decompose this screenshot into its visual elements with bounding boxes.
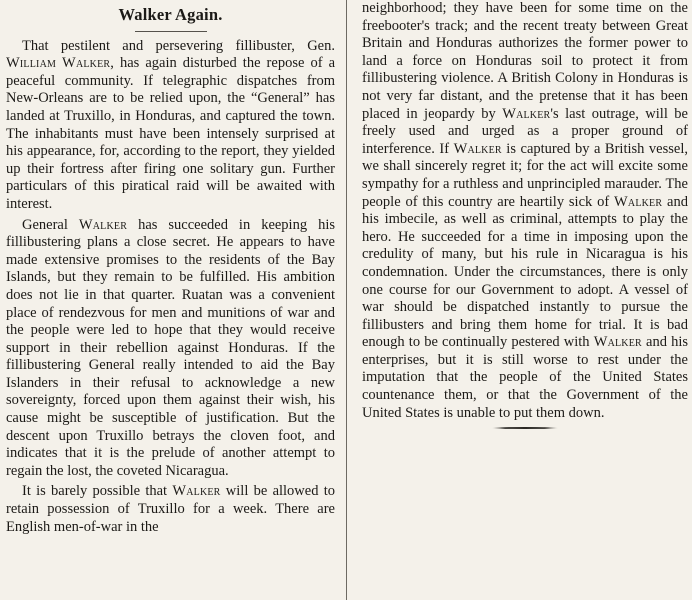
paragraph-text: will be allowed to retain possession of Truxillo for a week. There are English men-of-war in the [6,483,336,535]
left-column [6,0,335,539]
article-paragraph [6,38,335,214]
paragraph-text: 's last outrage, will be freely used and urged as a proper ground of interference. If [362,105,688,157]
column-divider [346,0,347,600]
name-small-caps: Walker [502,105,551,122]
right-column [362,0,688,429]
name-small-caps: William Walker [6,55,111,72]
paragraph-text: It is barely possible that [22,483,173,500]
paragraph-text: , has again disturbed the repose of a peaceful community. If telegraphic dispatches from New-Orleans are to be relied upon, the “General” has landed at Truxillo, in Honduras, and captured the town. The inhabitants must have been intensely surprised at his appearance, for, according to the report, they yielded up their fortress after firing one solitary gun. Further particulars of this piratical raid will be awaited with interest. [6,55,335,212]
article-headline: Walker Again. [118,5,223,24]
name-small-caps: Walker [453,140,502,157]
paragraph-text: neighborhood; they have been for some time on the freebooter's track; and the recent treaty between Great Britain and Honduras authorizes the former power to land a force on Honduras soil to protect it from fillibustering violence. A British Colony in Honduras is not very far distant, and the pretense that it has been placed in jeopardy by [362,0,688,122]
article-paragraph [6,217,335,481]
name-small-caps: Walker [172,483,221,500]
name-small-caps: Walker [593,334,642,351]
paragraph-text: That pestilent and persevering fillibuster, Gen. [22,37,335,54]
left-column-body [6,38,335,537]
paragraph-text: has succeeded in keeping his fillibustering plans a close secret. He appears to have made extensive promises to the residents of the Bay Islands, but they remain to be fulfilled. His ambition does not lie in that quarter. Ruatan was a convenient place of rendezvous for men and munitions of war and the people were led to hope that they would receive support in their rebellion against Honduras. If the fillibustering General really intended to aid the Bay Islanders in their refusal to acknowledge a new sovereignty, forced upon them against their wish, his cause might be susceptible of justification. But the descent upon Truxillo betrays the cloven foot, and indicates that it is the prelude of another attempt to regain the lost, the coveted Nicaragua. [6,216,335,479]
name-small-caps: Walker [78,216,128,233]
name-small-caps: Walker [614,193,663,210]
paragraph-text: and his imbecile, as well as criminal, attempts to play the hero. He succeeded for a time in imposing upon the credulity of many, but his rule in Nicaragua is his condemnation. Under the circumstances, there is only one course for our Government to adopt. A vessel of war should be dispatched instantly to pursue the fillibusters and bring them home for trial. It is bad enough to be continually pestered with [362,193,688,351]
paragraph-text: General [22,216,79,233]
paragraph-text: is captured by a British vessel, we shall sincerely regret it; for the act will excite some sympathy for a ruthless and unprincipled marauder. The people of this country are heartily sick of [362,140,688,210]
headline-rule [135,31,207,32]
article-paragraph [6,483,335,536]
article-paragraph [362,0,688,422]
paragraph-text: and his enterprises, but it is still worse to rest under the imputation that the people of the United States countenance them, or that the Government of the United States is unable to put them down. [362,334,688,421]
article-end-rule [492,427,558,429]
right-column-body [362,0,688,422]
